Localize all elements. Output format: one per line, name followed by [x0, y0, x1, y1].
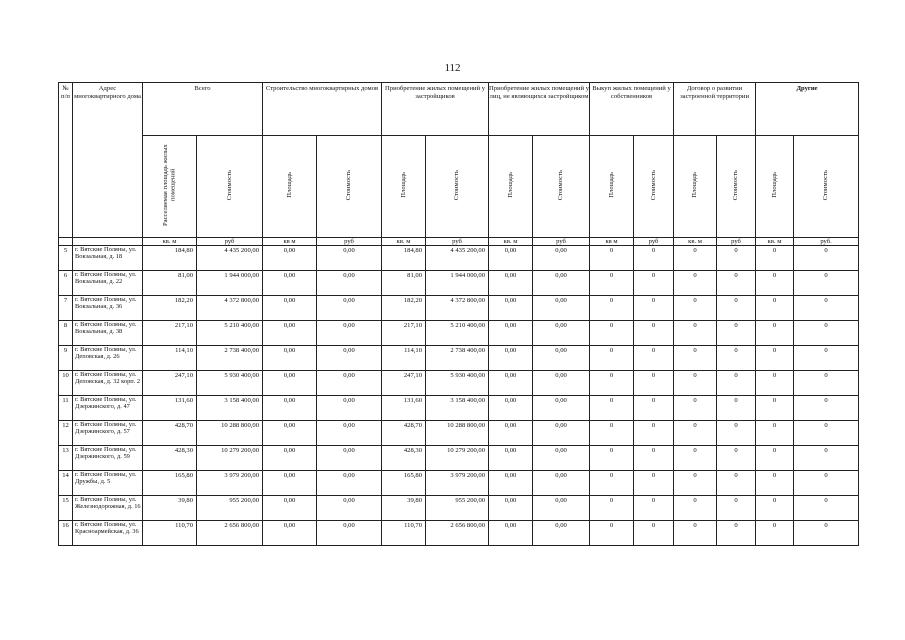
- contract-cost: 0: [717, 370, 756, 395]
- header-total: Всего: [143, 83, 263, 136]
- table-row: [59, 245, 859, 270]
- header-developer: Приобретение жилых помещений у застройщиков: [382, 83, 489, 136]
- total-area: 114,10: [143, 345, 197, 370]
- table-row: [59, 420, 859, 445]
- contract-cost: 0: [717, 420, 756, 445]
- developer-area: 39,80: [382, 495, 426, 520]
- developer-cost: 3 158 400,00: [426, 395, 489, 420]
- buyout-cost: 0: [634, 395, 674, 420]
- buyout-cost: 0: [634, 320, 674, 345]
- unit-rub: руб: [717, 237, 756, 245]
- header-address: Адрес многоквартирного дома: [73, 83, 143, 238]
- row-number: 12: [59, 420, 73, 445]
- buyout-cost: 0: [634, 345, 674, 370]
- non-developer-area: 0,00: [489, 495, 533, 520]
- buyout-cost: 0: [634, 270, 674, 295]
- construction-area: 0,00: [263, 470, 317, 495]
- total-cost: 10 288 800,00: [197, 420, 263, 445]
- developer-area: 217,10: [382, 320, 426, 345]
- total-cost: 2 738 400,00: [197, 345, 263, 370]
- other-area: 0: [756, 245, 794, 270]
- row-address: г. Вятские Поляны, ул. Деповская, д. 26: [73, 345, 143, 370]
- table-row: [59, 445, 859, 470]
- construction-area: 0,00: [263, 270, 317, 295]
- buyout-cost: 0: [634, 295, 674, 320]
- total-cost: 3 979 200,00: [197, 470, 263, 495]
- total-cost: 10 279 200,00: [197, 445, 263, 470]
- table-row: [59, 395, 859, 420]
- unit-sqm: кв. м: [382, 237, 426, 245]
- row-number: 16: [59, 520, 73, 545]
- total-cost: 1 944 000,00: [197, 270, 263, 295]
- total-cost: 955 200,00: [197, 495, 263, 520]
- developer-cost: 5 930 400,00: [426, 370, 489, 395]
- row-address: г. Вятские Поляны, ул. Деповская, д. 32 корп. 2: [73, 370, 143, 395]
- other-cost: 0: [794, 245, 859, 270]
- other-area: 0: [756, 320, 794, 345]
- buyout-area: 0: [590, 270, 634, 295]
- non-developer-area: 0,00: [489, 420, 533, 445]
- contract-cost: 0: [717, 345, 756, 370]
- row-address: г. Вятские Поляны, ул. Вокзальная, д. 36: [73, 295, 143, 320]
- contract-area: 0: [674, 370, 717, 395]
- construction-cost: 0,00: [317, 445, 382, 470]
- non-developer-cost: 0,00: [533, 470, 590, 495]
- buyout-cost: 0: [634, 245, 674, 270]
- non-developer-cost: 0,00: [533, 245, 590, 270]
- unit-rub: руб: [533, 237, 590, 245]
- developer-area: 110,70: [382, 520, 426, 545]
- construction-cost: 0,00: [317, 470, 382, 495]
- other-cost: 0: [794, 370, 859, 395]
- unit-sqm: кв. м: [489, 237, 533, 245]
- non-developer-area: 0,00: [489, 445, 533, 470]
- other-cost: 0: [794, 270, 859, 295]
- other-cost: 0: [794, 420, 859, 445]
- buyout-area: 0: [590, 470, 634, 495]
- non-developer-area: 0,00: [489, 295, 533, 320]
- buyout-cost: 0: [634, 495, 674, 520]
- subheader-area: Площадь: [674, 136, 717, 238]
- table-row: [59, 495, 859, 520]
- non-developer-cost: 0,00: [533, 320, 590, 345]
- construction-cost: 0,00: [317, 245, 382, 270]
- non-developer-area: 0,00: [489, 395, 533, 420]
- contract-area: 0: [674, 345, 717, 370]
- non-developer-area: 0,00: [489, 470, 533, 495]
- table-row: [59, 270, 859, 295]
- total-area: 428,30: [143, 445, 197, 470]
- buyout-area: 0: [590, 395, 634, 420]
- construction-cost: 0,00: [317, 270, 382, 295]
- non-developer-cost: 0,00: [533, 495, 590, 520]
- unit-cell: [59, 237, 73, 245]
- construction-area: 0,00: [263, 495, 317, 520]
- non-developer-cost: 0,00: [533, 370, 590, 395]
- row-address: г. Вятские Поляны, ул. Железнодорожная, д. 16: [73, 495, 143, 520]
- header-construction: Строительство многоквартирных домов: [263, 83, 382, 136]
- developer-area: 81,00: [382, 270, 426, 295]
- contract-area: 0: [674, 470, 717, 495]
- row-address: г. Вятские Поляны, ул. Дзержинского, д. 59: [73, 445, 143, 470]
- row-address: г. Вятские Поляны, ул. Вокзальная, д. 18: [73, 245, 143, 270]
- unit-rub: руб: [426, 237, 489, 245]
- construction-area: 0,00: [263, 345, 317, 370]
- construction-cost: 0,00: [317, 495, 382, 520]
- other-area: 0: [756, 345, 794, 370]
- construction-cost: 0,00: [317, 345, 382, 370]
- developer-cost: 10 279 200,00: [426, 445, 489, 470]
- buyout-area: 0: [590, 245, 634, 270]
- unit-sqm: кв. м: [674, 237, 717, 245]
- non-developer-cost: 0,00: [533, 420, 590, 445]
- row-address: г. Вятские Поляны, ул. Вокзальная, д. 38: [73, 320, 143, 345]
- construction-area: 0,00: [263, 295, 317, 320]
- row-number: 15: [59, 495, 73, 520]
- construction-cost: 0,00: [317, 420, 382, 445]
- contract-area: 0: [674, 445, 717, 470]
- total-cost: 5 210 400,00: [197, 320, 263, 345]
- buyout-cost: 0: [634, 370, 674, 395]
- unit-rub: руб: [197, 237, 263, 245]
- subheader-cost: Стоимость: [426, 136, 489, 238]
- developer-cost: 5 210 400,00: [426, 320, 489, 345]
- developer-area: 184,80: [382, 245, 426, 270]
- construction-area: 0,00: [263, 320, 317, 345]
- total-area: 428,70: [143, 420, 197, 445]
- developer-cost: 4 372 800,00: [426, 295, 489, 320]
- table-row: [59, 370, 859, 395]
- resettlement-table: [58, 82, 859, 546]
- row-number: 13: [59, 445, 73, 470]
- contract-cost: 0: [717, 520, 756, 545]
- contract-cost: 0: [717, 270, 756, 295]
- construction-area: 0,00: [263, 520, 317, 545]
- page-number: 112: [444, 62, 461, 74]
- other-cost: 0: [794, 495, 859, 520]
- buyout-cost: 0: [634, 470, 674, 495]
- total-cost: 4 372 800,00: [197, 295, 263, 320]
- row-address: г. Вятские Поляны, ул. Вокзальная, д. 22: [73, 270, 143, 295]
- other-cost: 0: [794, 520, 859, 545]
- buyout-area: 0: [590, 520, 634, 545]
- row-number: 7: [59, 295, 73, 320]
- non-developer-cost: 0,00: [533, 520, 590, 545]
- contract-area: 0: [674, 320, 717, 345]
- total-cost: 4 435 200,00: [197, 245, 263, 270]
- developer-cost: 2 738 400,00: [426, 345, 489, 370]
- non-developer-area: 0,00: [489, 370, 533, 395]
- other-area: 0: [756, 420, 794, 445]
- other-area: 0: [756, 495, 794, 520]
- unit-sqm: кв м: [590, 237, 634, 245]
- contract-area: 0: [674, 420, 717, 445]
- construction-area: 0,00: [263, 370, 317, 395]
- construction-cost: 0,00: [317, 395, 382, 420]
- subheader-cost: Стоимость: [317, 136, 382, 238]
- row-number: 5: [59, 245, 73, 270]
- contract-cost: 0: [717, 470, 756, 495]
- developer-cost: 1 944 000,00: [426, 270, 489, 295]
- buyout-area: 0: [590, 445, 634, 470]
- contract-area: 0: [674, 520, 717, 545]
- header-contract: Договор о развитии застроенной территории: [674, 83, 756, 136]
- total-area: 39,80: [143, 495, 197, 520]
- developer-area: 114,10: [382, 345, 426, 370]
- total-cost: 3 158 400,00: [197, 395, 263, 420]
- subheader-area: Площадь: [263, 136, 317, 238]
- other-cost: 0: [794, 470, 859, 495]
- subheader-cost: Стоимость: [634, 136, 674, 238]
- row-address: г. Вятские Поляны, ул. Дружбы, д. 5: [73, 470, 143, 495]
- table-row: [59, 345, 859, 370]
- table-row: [59, 295, 859, 320]
- row-number: 9: [59, 345, 73, 370]
- header-non-developer: Приобретение жилых помещений у лиц, не являющихся застройщиком: [489, 83, 590, 136]
- developer-cost: 2 656 800,00: [426, 520, 489, 545]
- construction-area: 0,00: [263, 420, 317, 445]
- other-area: 0: [756, 470, 794, 495]
- other-area: 0: [756, 370, 794, 395]
- subheader-cost: Стоимость: [717, 136, 756, 238]
- other-cost: 0: [794, 295, 859, 320]
- total-area: 81,00: [143, 270, 197, 295]
- unit-cell: [73, 237, 143, 245]
- row-number: 10: [59, 370, 73, 395]
- buyout-area: 0: [590, 420, 634, 445]
- non-developer-area: 0,00: [489, 245, 533, 270]
- subheader-cost: Стоимость: [533, 136, 590, 238]
- contract-cost: 0: [717, 495, 756, 520]
- row-address: г. Вятские Поляны, ул. Красноармейская, д. 36: [73, 520, 143, 545]
- other-area: 0: [756, 395, 794, 420]
- contract-area: 0: [674, 295, 717, 320]
- developer-area: 428,30: [382, 445, 426, 470]
- developer-cost: 4 435 200,00: [426, 245, 489, 270]
- subheader-cost: Стоимость: [197, 136, 263, 238]
- contract-cost: 0: [717, 245, 756, 270]
- contract-cost: 0: [717, 295, 756, 320]
- construction-cost: 0,00: [317, 370, 382, 395]
- total-area: 131,60: [143, 395, 197, 420]
- non-developer-cost: 0,00: [533, 270, 590, 295]
- total-cost: 5 930 400,00: [197, 370, 263, 395]
- table-row: [59, 520, 859, 545]
- other-area: 0: [756, 270, 794, 295]
- unit-rub: руб: [317, 237, 382, 245]
- buyout-cost: 0: [634, 445, 674, 470]
- unit-sqm: кв м: [263, 237, 317, 245]
- contract-cost: 0: [717, 320, 756, 345]
- total-area: 182,20: [143, 295, 197, 320]
- construction-cost: 0,00: [317, 295, 382, 320]
- non-developer-cost: 0,00: [533, 395, 590, 420]
- other-area: 0: [756, 295, 794, 320]
- developer-area: 247,10: [382, 370, 426, 395]
- developer-area: 131,60: [382, 395, 426, 420]
- subheader-area: Площадь: [756, 136, 794, 238]
- developer-area: 428,70: [382, 420, 426, 445]
- construction-cost: 0,00: [317, 520, 382, 545]
- unit-sqm: кв. м: [756, 237, 794, 245]
- non-developer-area: 0,00: [489, 320, 533, 345]
- row-number: 6: [59, 270, 73, 295]
- row-address: г. Вятские Поляны, ул. Дзержинского, д. 57: [73, 420, 143, 445]
- construction-area: 0,00: [263, 395, 317, 420]
- non-developer-area: 0,00: [489, 345, 533, 370]
- header-buyout: Выкуп жилых помещений у собственников: [590, 83, 674, 136]
- subheader-area: Площадь: [590, 136, 634, 238]
- contract-area: 0: [674, 270, 717, 295]
- total-area: 184,80: [143, 245, 197, 270]
- non-developer-area: 0,00: [489, 270, 533, 295]
- non-developer-cost: 0,00: [533, 445, 590, 470]
- developer-area: 165,80: [382, 470, 426, 495]
- subheader-area: Площадь: [382, 136, 426, 238]
- developer-area: 182,20: [382, 295, 426, 320]
- row-address: г. Вятские Поляны, ул. Дзержинского, д. 47: [73, 395, 143, 420]
- buyout-area: 0: [590, 320, 634, 345]
- construction-cost: 0,00: [317, 320, 382, 345]
- other-cost: 0: [794, 345, 859, 370]
- unit-sqm: кв. м: [143, 237, 197, 245]
- total-cost: 2 656 800,00: [197, 520, 263, 545]
- header-other: Другие: [756, 83, 859, 136]
- buyout-area: 0: [590, 345, 634, 370]
- construction-area: 0,00: [263, 445, 317, 470]
- other-cost: 0: [794, 445, 859, 470]
- total-area: 110,70: [143, 520, 197, 545]
- other-area: 0: [756, 520, 794, 545]
- table-row: [59, 320, 859, 345]
- row-number: 11: [59, 395, 73, 420]
- non-developer-cost: 0,00: [533, 295, 590, 320]
- contract-area: 0: [674, 395, 717, 420]
- unit-rub: руб.: [794, 237, 859, 245]
- subheader-area-total: Расселяемая площадь жилых помещений: [143, 136, 197, 238]
- total-area: 165,80: [143, 470, 197, 495]
- other-area: 0: [756, 445, 794, 470]
- developer-cost: 10 288 800,00: [426, 420, 489, 445]
- buyout-area: 0: [590, 295, 634, 320]
- contract-cost: 0: [717, 445, 756, 470]
- developer-cost: 955 200,00: [426, 495, 489, 520]
- table-row: [59, 470, 859, 495]
- subheader-cost: Стоимость: [794, 136, 859, 238]
- buyout-cost: 0: [634, 420, 674, 445]
- construction-area: 0,00: [263, 245, 317, 270]
- buyout-cost: 0: [634, 520, 674, 545]
- contract-area: 0: [674, 245, 717, 270]
- row-number: 14: [59, 470, 73, 495]
- row-number: 8: [59, 320, 73, 345]
- contract-cost: 0: [717, 395, 756, 420]
- total-area: 247,10: [143, 370, 197, 395]
- subheader-area: Площадь: [489, 136, 533, 238]
- other-cost: 0: [794, 320, 859, 345]
- buyout-area: 0: [590, 370, 634, 395]
- unit-rub: руб: [634, 237, 674, 245]
- non-developer-area: 0,00: [489, 520, 533, 545]
- non-developer-cost: 0,00: [533, 345, 590, 370]
- other-cost: 0: [794, 395, 859, 420]
- developer-cost: 3 979 200,00: [426, 470, 489, 495]
- contract-area: 0: [674, 495, 717, 520]
- header-num: № п/п: [59, 83, 73, 238]
- total-area: 217,10: [143, 320, 197, 345]
- buyout-area: 0: [590, 495, 634, 520]
